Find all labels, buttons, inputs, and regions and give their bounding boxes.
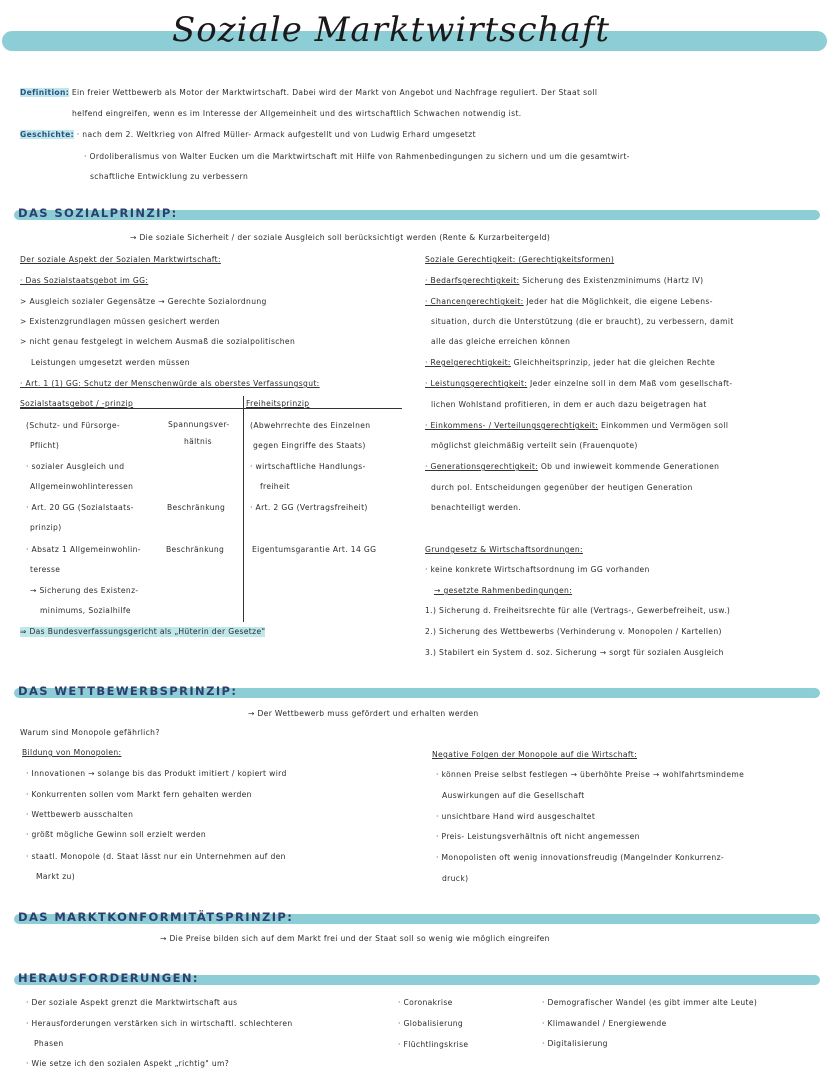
grundgesetz-item: 1.) Sicherung d. Freiheitsrechte für alle (Vertrags-, Gewerbefreiheit, usw.): [425, 606, 731, 615]
gerechtigkeit-text: Gleichheitsprinzip, jeder hat die gleichen Rechte: [513, 358, 716, 367]
table-cell: freiheit: [260, 482, 290, 491]
table-cell: · sozialer Ausgleich und: [26, 462, 125, 471]
table-cell: Pflicht): [30, 441, 60, 450]
monopol-item: · staatl. Monopole (d. Staat lässt nur ein Unternehmen auf den: [26, 852, 286, 861]
gerechtigkeit-label: · Einkommens- / Verteilungsgerechtigkeit:: [425, 421, 599, 430]
table-cell: Beschränkung: [166, 545, 225, 554]
history-text-3: schaftliche Entwicklung zu verbessern: [90, 172, 249, 181]
gerechtigkeit-label: · Regelgerechtigkeit:: [425, 358, 511, 367]
grundgesetz-item: 3.) Stabilert ein System d. soz. Sicherung → sorgt für sozialen Ausgleich: [425, 648, 724, 657]
gerechtigkeit-text: möglichst gleichmäßig verteilt sein (Frauenquote): [431, 441, 638, 450]
grundgesetz-item: → gesetzte Rahmenbedingungen:: [434, 586, 573, 595]
monopol-left-title: Bildung von Monopolen:: [22, 748, 122, 757]
page-title: Soziale Marktwirtschaft: [172, 10, 611, 50]
monopol-folge: · unsichtbare Hand wird ausgeschaltet: [436, 812, 596, 821]
heraus-heading: HERAUSFORDERUNGEN:: [18, 971, 199, 985]
table-cell: teresse: [30, 565, 61, 574]
gerechtigkeit-text: situation, durch die Unterstützung (die er braucht), zu verbessern, damit: [431, 317, 734, 326]
gerechtigkeit-item: [425, 358, 715, 368]
monopol-item: · Wettbewerb ausschalten: [26, 810, 134, 819]
table-cell: minimums, Sozialhilfe: [40, 606, 131, 615]
table-rule: [20, 408, 402, 409]
grundgesetz-item: · keine konkrete Wirtschaftsordnung im GG vorhanden: [425, 565, 650, 574]
heraus-item: · Globalisierung: [398, 1019, 464, 1028]
monopol-item: · Innovationen → solange bis das Produkt imitiert / kopiert wird: [26, 769, 287, 778]
table-cell: · Art. 20 GG (Sozialstaats-: [26, 503, 134, 512]
monopol-folge: druck): [442, 874, 469, 883]
grundgesetz-title: Grundgesetz & Wirtschaftsordnungen:: [425, 545, 583, 554]
gerechtigkeit-text: Sicherung des Existenzminimums (Hartz IV): [522, 276, 704, 285]
heraus-item: · Digitalisierung: [542, 1039, 608, 1048]
wettbewerb-arrow: → Der Wettbewerb muss gefördert und erhalten werden: [248, 709, 479, 718]
table-cell: gegen Eingriffe des Staats): [253, 441, 366, 450]
table-cell: (Schutz- und Fürsorge-: [26, 421, 120, 430]
monopol-folge: · können Preise selbst festlegen → überhöhte Preise → wohlfahrtsmindeme: [436, 770, 745, 779]
monopol-folge: · Monopolisten oft wenig innovationsfreudig (Mangelnder Konkurrenz-: [436, 853, 724, 862]
history-line: [20, 130, 476, 140]
history-text: · nach dem 2. Weltkrieg von Alfred Müller- Armack aufgestellt und von Ludwig Erhard umgesetzt: [76, 130, 476, 139]
sozial-bullet-3: > nicht genau festgelegt in welchem Ausmaß die sozialpolitischen: [20, 337, 296, 346]
gerechtigkeit-item: [425, 276, 703, 286]
sozial-left-title: Der soziale Aspekt der Sozialen Marktwirtschaft:: [20, 255, 221, 264]
definition-text-2: helfend eingreifen, wenn es im Interesse der Allgemeinheit und des wirtschaftlich Schwachen notwendig ist.: [72, 109, 522, 118]
table-cell: hältnis: [184, 437, 212, 446]
heraus-item: · Der soziale Aspekt grenzt die Marktwirtschaft aus: [26, 998, 238, 1007]
table-cell: Spannungsver-: [168, 420, 230, 429]
gerechtigkeit-text: alle das gleiche erreichen können: [431, 337, 571, 346]
gerechtigkeit-item: [425, 297, 713, 307]
table-cell: · Absatz 1 Allgemeinwohlin-: [26, 545, 141, 554]
gerechtigkeit-label: · Bedarfsgerechtigkeit:: [425, 276, 520, 285]
definition-line: [20, 88, 597, 98]
table-cell: Eigentumsgarantie Art. 14 GG: [252, 545, 377, 554]
wettbewerb-heading: DAS WETTBEWERBSPRINZIP:: [18, 684, 238, 698]
heraus-item: Phasen: [34, 1039, 64, 1048]
gerechtigkeit-item: [425, 421, 728, 431]
table-cell: Beschränkung: [167, 503, 226, 512]
monopol-item: · größt mögliche Gewinn soll erzielt werden: [26, 830, 207, 839]
sozial-heading: DAS SOZIALPRINZIP:: [18, 206, 178, 220]
sozial-arrow: → Die soziale Sicherheit / der soziale Ausgleich soll berücksichtigt werden (Rente & Kurzarbeitergeld): [130, 233, 551, 242]
heraus-item: · Coronakrise: [398, 998, 453, 1007]
markt-arrow: → Die Preise bilden sich auf dem Markt frei und der Staat soll so wenig wie möglich eingreifen: [160, 934, 550, 943]
table-cell: · Art. 2 GG (Vertragsfreiheit): [250, 503, 368, 512]
gerechtigkeit-text: durch pol. Entscheidungen gegenüber der heutigen Generation: [431, 483, 693, 492]
heraus-item: · Flüchtlingskrise: [398, 1040, 469, 1049]
gerechtigkeit-label: · Leistungsgerechtigkeit:: [425, 379, 528, 388]
monopol-item: · Konkurrenten sollen vom Markt fern gehalten werden: [26, 790, 252, 799]
table-header-freiheit: Freiheitsprinzip: [246, 399, 310, 408]
table-header-sozialstaat: Sozialstaatsgebot / -prinzip: [20, 399, 134, 408]
monopol-folge: · Preis- Leistungsverhältnis oft nicht angemessen: [436, 832, 640, 841]
gerechtigkeit-text: Jeder einzelne soll in dem Maß vom gesellschaft-: [530, 379, 733, 388]
table-divider: [243, 396, 244, 622]
sozial-bullet-2: > Existenzgrundlagen müssen gesichert werden: [20, 317, 220, 326]
definition-label: Definition:: [20, 88, 70, 97]
table-cell: Allgemeinwohlinteressen: [30, 482, 134, 491]
sozial-bullet-3b: Leistungen umgesetzt werden müssen: [31, 358, 190, 367]
sozial-bullet-1: > Ausgleich sozialer Gegensätze → Gerechte Sozialordnung: [20, 297, 267, 306]
gerechtigkeit-item: [425, 379, 732, 389]
grundgesetz-item: 2.) Sicherung des Wettbewerbs (Verhinderung v. Monopolen / Kartellen): [425, 627, 722, 636]
monopol-item: Markt zu): [36, 872, 76, 881]
table-cell: (Abwehrrechte des Einzelnen: [250, 421, 371, 430]
gerechtigkeit-label: · Generationsgerechtigkeit:: [425, 462, 539, 471]
heraus-item: · Demografischer Wandel (es gibt immer alte Leute): [542, 998, 758, 1007]
history-text-2: · Ordoliberalismus von Walter Eucken um die Marktwirtschaft mit Hilfe von Rahmenbedingungen zu sichern und um die gesamtwirt-: [84, 152, 630, 161]
monopol-right-title: Negative Folgen der Monopole auf die Wirtschaft:: [432, 750, 638, 759]
gerechtigkeit-text: Ob und inwieweit kommende Generationen: [540, 462, 720, 471]
heraus-item: · Herausforderungen verstärken sich in wirtschaftl. schlechteren: [26, 1019, 293, 1028]
history-label: Geschichte:: [20, 130, 74, 139]
monopol-folge: Auswirkungen auf die Gesellschaft: [442, 791, 585, 800]
gerechtigkeit-text: Einkommen und Vermögen soll: [600, 421, 729, 430]
sozial-gebot: · Das Sozialstaatsgebot im GG:: [20, 276, 149, 285]
markt-heading: DAS MARKTKONFORMITÄTSPRINZIP:: [18, 910, 294, 924]
gerechtigkeit-text: lichen Wohlstand profitieren, in dem er auch dazu beigetragen hat: [431, 400, 707, 409]
gerechtigkeit-label: · Chancengerechtigkeit:: [425, 297, 524, 306]
heraus-item: · Wie setze ich den sozialen Aspekt „richtig" um?: [26, 1059, 230, 1068]
gerechtigkeit-text: benachteiligt werden.: [431, 503, 522, 512]
wettbewerb-question: Warum sind Monopole gefährlich?: [20, 728, 160, 737]
gerechtigkeit-text: Jeder hat die Möglichkeit, die eigene Lebens-: [526, 297, 713, 306]
sozial-art1: · Art. 1 (1) GG: Schutz der Menschenwürde als oberstes Verfassungsgut:: [20, 379, 320, 388]
table-cell: prinzip): [30, 523, 62, 532]
heraus-item: · Klimawandel / Energiewende: [542, 1019, 667, 1028]
bverfg-note: ⇒ Das Bundesverfassungsgericht als „Hüterin der Gesetze": [20, 627, 266, 636]
gerechtigkeit-title: Soziale Gerechtigkeit: (Gerechtigkeitsformen): [425, 255, 615, 264]
table-cell: → Sicherung des Existenz-: [30, 586, 139, 595]
table-cell: · wirtschaftliche Handlungs-: [250, 462, 366, 471]
definition-text: Ein freier Wettbewerb als Motor der Marktwirtschaft. Dabei wird der Markt von Angebot und Nachfrage reguliert. Der Staat soll: [71, 88, 598, 97]
gerechtigkeit-item: [425, 462, 719, 472]
